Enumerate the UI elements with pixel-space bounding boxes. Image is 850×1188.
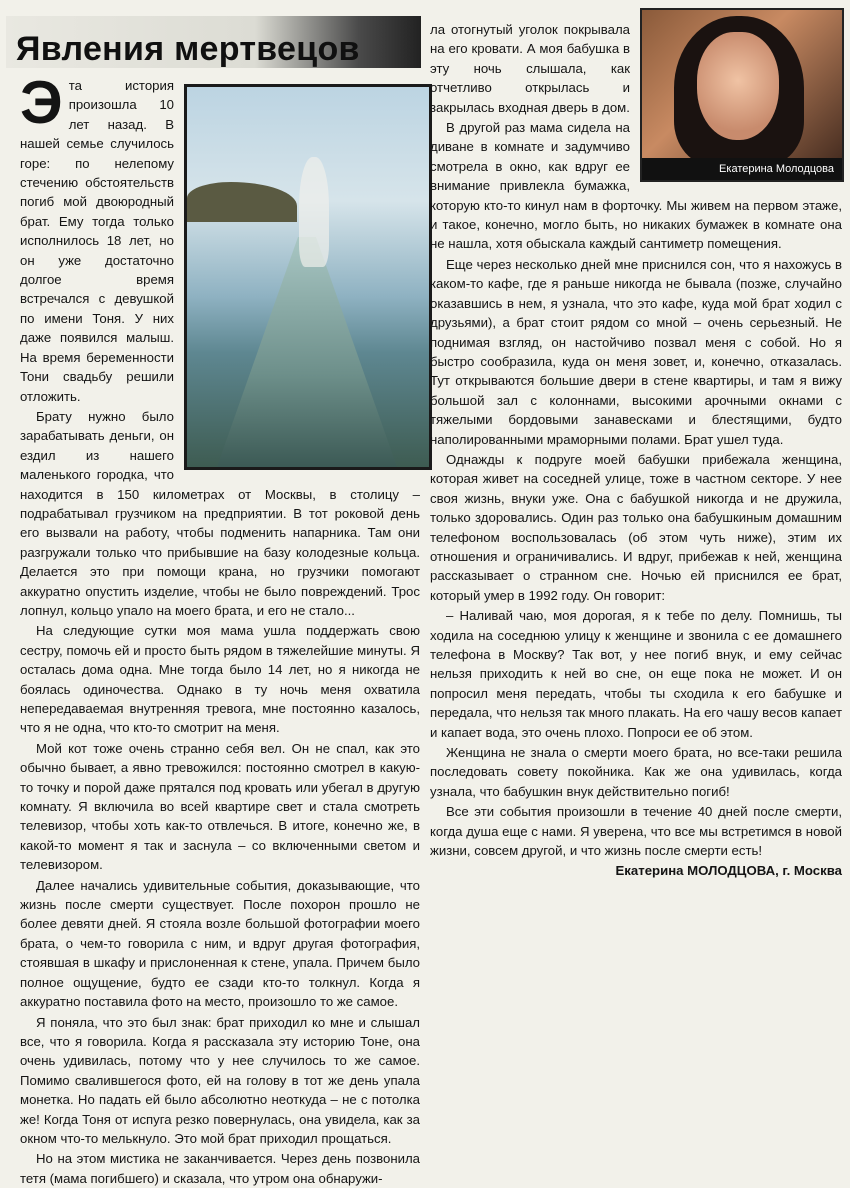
column-2 xyxy=(430,20,842,1020)
paragraph: Мой кот тоже очень странно себя вел. Он не спал, как это обычно бывает, а явно тревожился: постоянно смотрел в какую-то точку и порой даже прятался под кровать или убегал в другую комнату. Я включила во всей квартире свет и стала смотреть телевизор, чтобы хоть как-то отвлечься. В итоге, конечно же, в какой-то момент я так и заснула – со включенными светом и телевизором. xyxy=(20,740,420,873)
paragraph: Эта история произошла 10 лет назад. В нашей семье случилось горе: по нелепому стечению обстоятельств погиб мой двоюродный брат. Ему тогда только исполнилось 18 лет, но он уже достаточно долгое время встречался с девушкой по имени Тоня. У них даже появился малыш. На время беременности Тони свадьбу решили отложить. xyxy=(20,69,174,404)
photo-pier xyxy=(217,237,397,467)
paragraph: Все эти события произошли в течение 40 дней после смерти, когда душа еще с нами. Я уверена, что все мы встретимся в новой жизни, совсем другой, и что жизнь после смерти есть! xyxy=(430,804,842,859)
dropcap-letter: Э xyxy=(20,69,63,136)
paragraph: Я поняла, что это был знак: брат приходил ко мне и слышал все, что я говорила. Когда я рассказала эту историю Тоне, она очень удивилась, потому что у нее случилось то же самое. Помимо свалившегося фото, ей на голову в тот же день упала монетка. Но падать ей было абсолютно неоткуда – не с потолка же! Когда Тоня от испуга резко повернулась, она увидела, как за окном что-то мелькнуло. Это мой брат приходил прощаться. xyxy=(20,1014,420,1146)
article-title: Явления мертвецов xyxy=(16,30,360,68)
author-photo xyxy=(640,8,844,182)
paragraph: Брату нужно было зарабатывать деньги, он ездил из нашего маленького городка, что находится в 150 километрах от Москвы, в столицу – подрабатывал грузчиком на предприятии. В тот роковой день его вызвали на работу, чтобы подменить напарника. Там они разгружали только что прибывшие на базу колодезные кольца. Делается это при помощи крана, но грузчики помогают аккуратно опустить изделие, чтобы не было повреждений. Трос лопнул, кольцо упало на моего брата, и его не стало... xyxy=(20,408,420,618)
photo-caption: Екатерина Молодцова xyxy=(642,158,842,180)
ghost-photo xyxy=(184,84,432,470)
paragraph: Но на этом мистика не заканчивается. Через день позвонила тетя (мама погибшего) и сказала, что утром она обнаружи- xyxy=(20,1151,420,1186)
paragraph: На следующие сутки моя мама ушла поддержать свою сестру, помочь ей и просто быть рядом в тяжелейшие минуты. Я осталась дома одна. Мне тогда было 14 лет, но я никогда не боялась одиночества. Однако в ту ночь меня охватила непередаваемая внутренняя тревога, мне постоянно казалось, что я не одна, что кто-то смотрит на меня. xyxy=(20,623,420,736)
paragraph: – Наливай чаю, моя дорогая, я к тебе по делу. Помнишь, ты ходила на соседнюю улицу к женщине и звонила с ее домашнего телефона в Москву? Так вот, у нее погиб внук, и ему сейчас нельзя приходить к ней во сне, он еще пока не может. И он попросил меня передать, чтобы ты сходила к его бабушке и передала, что нельзя так много плакать. На его чашу весов капает и капает вода, это очень плохо. Попроси ее об этом. xyxy=(430,608,842,740)
photo-rock xyxy=(187,182,297,222)
paragraph: Еще через несколько дней мне приснился сон, что я нахожусь в каком-то кафе, где я раньше никогда не бывала (позже, случайно оказавшись в нем, я узнала, что это кафе, куда мой брат ходил с друзьями), а брат стоит рядом со мной – очень серьезный. Не поднимая взгляд, он настойчиво позвал меня с собой. Но я быстро сообразила, куда он меня зовет, и, конечно, отказалась. Тут открываются большие двери в стене квартиры, и там я вижу большой зал с колоннами, высокими арочными окнами с тяжелыми бордовыми занавесками и блестящими, будто наполированными мраморными полами. Брат ушел туда. xyxy=(430,256,842,447)
ghost-figure xyxy=(299,157,329,267)
photo-face xyxy=(697,32,779,140)
column-1 xyxy=(20,69,420,1186)
paragraph: Далее начались удивительные события, доказывающие, что жизнь после смерти существует. После похорон прошло не более девяти дней. Я стояла возле большой фотографии моего брата, о чем-то говорила с ним, и вдруг другая фотография, стоявшая в шкафу и прислоненная к стене, упала. Причем было полное ощущение, будто ее сзади кто-то толкнул. Когда я аккуратно поставила фото на место, произошло то же самое. xyxy=(20,877,420,1010)
paragraph: Женщина не знала о смерти моего брата, но все-таки решила последовать совету покойника. Как же она удивилась, когда узнала, что бабушкин внук действительно погиб! xyxy=(430,745,842,799)
paragraph: В другой раз мама сидела на диване в комнате и задумчиво смотрела в окно, как вдруг ее внимание привлекла бумажка, которую кто-то кинул нам в форточку. Мы живем на первом этаже, и такое, конечно, могло быть, но никаких бумажек в комнате она не нашла, хотя обыскала каждый сантиметр помещения. xyxy=(430,120,842,252)
article-page xyxy=(6,8,844,1186)
title-bar xyxy=(6,16,421,68)
author-signature: Екатерина МОЛОДЦОВА, г. Москва xyxy=(615,863,842,879)
paragraph: Однажды к подруге моей бабушки прибежала женщина, которая живет на соседней улице, тоже в частном секторе. У нее своя жизнь, внуки уже. Она с бабушкой никогда и не дружила, только здоровались. Один раз только она бабушкиным домашним телефоном воспользовалась (об этом чуть ниже), этим их отношения и ограничивались. И вдруг, прибежав к ней, женщина рассказывает о странном сне. Ночью ей приснился ее брат, который умер в 1992 году. Он говорит: xyxy=(430,451,842,603)
paragraph: ла отогнутый уголок покрывала на его кровати. А моя бабушка в эту ночь слышала, как отчетливо открылась и закрылась входная дверь в дом. xyxy=(430,22,630,115)
